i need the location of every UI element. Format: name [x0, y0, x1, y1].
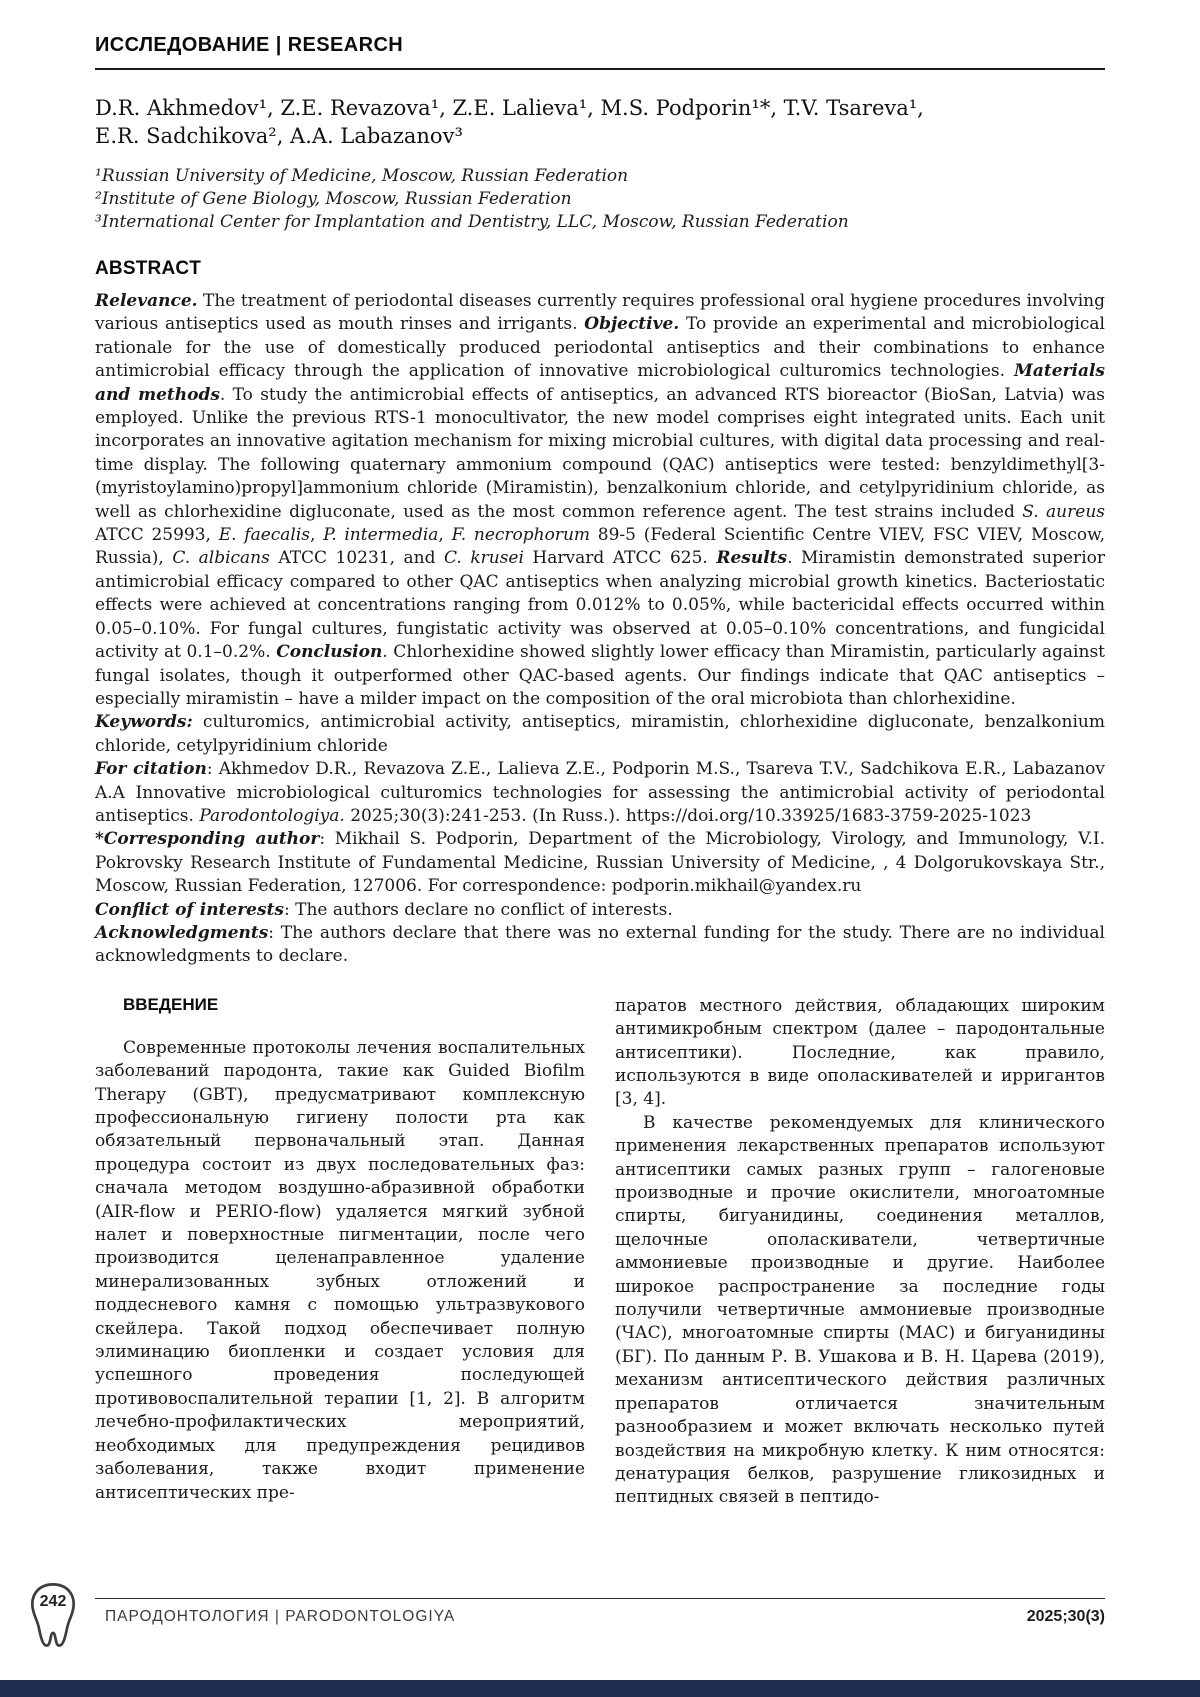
citation: For citation: Akhmedov D.R., Revazova Z.E., Lalieva Z.E., Podporin M.S., Tsareva T.V., Sadchikova E.R., Labazanov A.A Innovative microbiological culturomics technologies for assessing the antimicrobial activity of periodontal antiseptics. Parodontologiya. 2025;30(3):241-253. (In Russ.). https://doi.org/10.33925/1683-3759-2025-1023 — [95, 759, 1106, 826]
intro-paragraph: В качестве рекомендуемых для клинического применения лекарственных препаратов используют антисептики самых разных групп – галогеновые производные и прочие окислители, многоатомные спирты, бигуанидины, соединения металлов, щелочные ополаскиватели, четвертичные аммониевые производные и другие. Наиболее широкое распространение за последние годы получили четвертичные аммониевые производные (ЧАС), многоатомные спирты (МАС) и бигуанидины (БГ). По данным Р. В. Ушакова и В. Н. Царева (2019), механизм антисептического действия различных препаратов отличается значительным разнообразием и может включать несколько путей воздействия на микробную клетку. К ним относятся: денатурация белков, разрушение гликозидных и пептидных связей в пептидо- — [615, 1112, 1105, 1508]
header-rule — [95, 68, 1105, 70]
authors-line: D.R. Akhmedov¹, Z.E. Revazova¹, Z.E. Lalieva¹, M.S. Podporin¹*, T.V. Tsareva¹, — [95, 96, 924, 120]
page-footer — [0, 1580, 1200, 1680]
abstract-block — [95, 290, 1105, 969]
footer-issue: 2025;30(3) — [1026, 1608, 1105, 1625]
journal-logo — [26, 1580, 80, 1650]
footer-journal-name: ПАРОДОНТОЛОГИЯ | PARODONTOLOGIYA — [105, 1608, 456, 1625]
intro-paragraph: Современные протоколы лечения воспалительных заболеваний пародонта, такие как Guided Biofilm Therapy (GBT), предусматривают комплексную профессиональную гигиену полости рта как обязательный первоначальный этап. Данная процедура состоит из двух последовательных фаз: сначала методом воздушно-абразивной обработки (AIR-flow и PERIO-flow) удаляется мягкий зубной налет и поверхностные пигментации, после чего производится целенаправленное удаление минерализованных зубных отложений и поддесневого камня с помощью ультразвукового скейлера. Такой подход обеспечивает полную элиминацию биопленки и создает условия для успешного проведения последующей противовоспалительной терапии [1, 2]. В алгоритм лечебно-профилактических мероприятий, необходимых для предупреждения рецидивов заболевания, также входит применение антисептических пре- — [95, 1037, 585, 1503]
footer-rule — [95, 1598, 1105, 1599]
introduction-section — [95, 995, 1105, 1510]
intro-left-column — [95, 995, 585, 1510]
abstract-text: Relevance. The treatment of periodontal diseases currently requires professional oral hygiene procedures involving various antiseptics used as mouth rinses and irrigants. Objective. To provide an experimental and microbiological rationale for the use of domestically produced periodontal antiseptics and their combinations to enhance antimicrobial efficacy through the application of innovative microbiological culturomics technologies. Materials and methods. To study the antimicrobial effects of antiseptics, an advanced RTS bioreactor (BioSan, Latvia) was employed. Unlike the previous RTS-1 monocultivator, the new model comprises eight integrated units. Each unit incorporates an innovative agitation mechanism for mixing microbial cultures, with digital data processing and real-time display. The following quaternary ammonium compound (QAC) antiseptics were tested: benzyldimethyl[3-(myristoylamino)propyl]ammonium chloride (Miramistin), benzalkonium chloride, and cetylpyridinium chloride, as well as chlorhexidine digluconate, used as the most common reference agent. The test strains included S. aureus ATCC 25993, E. faecalis, P. intermedia, F. necrophorum 89-5 (Federal Scientific Centre VIEV, FSC VIEV, Moscow, Russia), C. albicans ATCC 10231, and C. krusei Harvard ATCC 625. Results. Miramistin demonstrated superior antimicrobial efficacy compared to other QAC antiseptics when analyzing microbial growth kinetics. Bacteriostatic effects were achieved at concentrations ranging from 0.012% to 0.05%, while bactericidal effects occurred within 0.05–0.10%. For fungal cultures, fungistatic activity was observed at 0.05–0.10% concentrations, and fungicidal activity at 0.1–0.2%. Conclusion. Chlorhexidine showed slightly lower efficacy than Miramistin, particularly against fungal isolates, though it outperformed other QAC-based agents. Our findings indicate that QAC antiseptics – especially miramistin – have a milder impact on the composition of the oral microbiota than chlorhexidine. — [95, 291, 1106, 709]
page-header — [95, 34, 1105, 70]
tooth-icon — [26, 1580, 80, 1650]
page-number: 242 — [39, 1593, 67, 1610]
intro-right-column — [615, 995, 1105, 1510]
affiliation: ¹Russian University of Medicine, Moscow, Russian Federation — [95, 165, 629, 186]
authors-block — [95, 94, 1105, 151]
abstract-heading: ABSTRACT — [95, 258, 202, 280]
affiliation: ²Institute of Gene Biology, Moscow, Russian Federation — [95, 188, 572, 209]
footer-bar — [0, 1680, 1200, 1697]
intro-paragraph: паратов местного действия, обладающих широким антимикробным спектром (далее – пародонтальные антисептики). Последние, как правило, используются в виде ополаскивателей и ирригантов [3, 4]. — [615, 995, 1105, 1110]
section-label: ИССЛЕДОВАНИЕ | RESEARCH — [95, 34, 404, 56]
corresponding-author: *Corresponding author: Mikhail S. Podporin, Department of the Microbiology, Virology, and Immunology, V.I. Pokrovsky Research Institute of Fundamental Medicine, Russian University of Medicine, , 4 Dolgorukovskaya Str., Moscow, Russian Federation, 127006. For correspondence: podporin.mikhail@yandex.ru — [95, 829, 1105, 897]
keywords: Keywords: culturomics, antimicrobial activity, antiseptics, miramistin, chlorhexidine digluconate, benzalkonium chloride, cetylpyridinium chloride — [95, 712, 1105, 756]
footer-row — [105, 1608, 1105, 1626]
affiliation: ³International Center for Implantation and Dentistry, LLC, Moscow, Russian Federation — [95, 211, 849, 232]
affiliations-block — [95, 165, 1105, 234]
acknowledgments: Acknowledgments: The authors declare that there was no external funding for the study. There are no individual acknowledgments to declare. — [95, 922, 1105, 967]
authors-line: E.R. Sadchikova², A.A. Labazanov³ — [95, 124, 463, 149]
conflict-of-interests: Conflict of interests: The authors declare no conflict of interests. — [95, 899, 673, 920]
introduction-heading: ВВЕДЕНИЕ — [123, 994, 219, 1014]
